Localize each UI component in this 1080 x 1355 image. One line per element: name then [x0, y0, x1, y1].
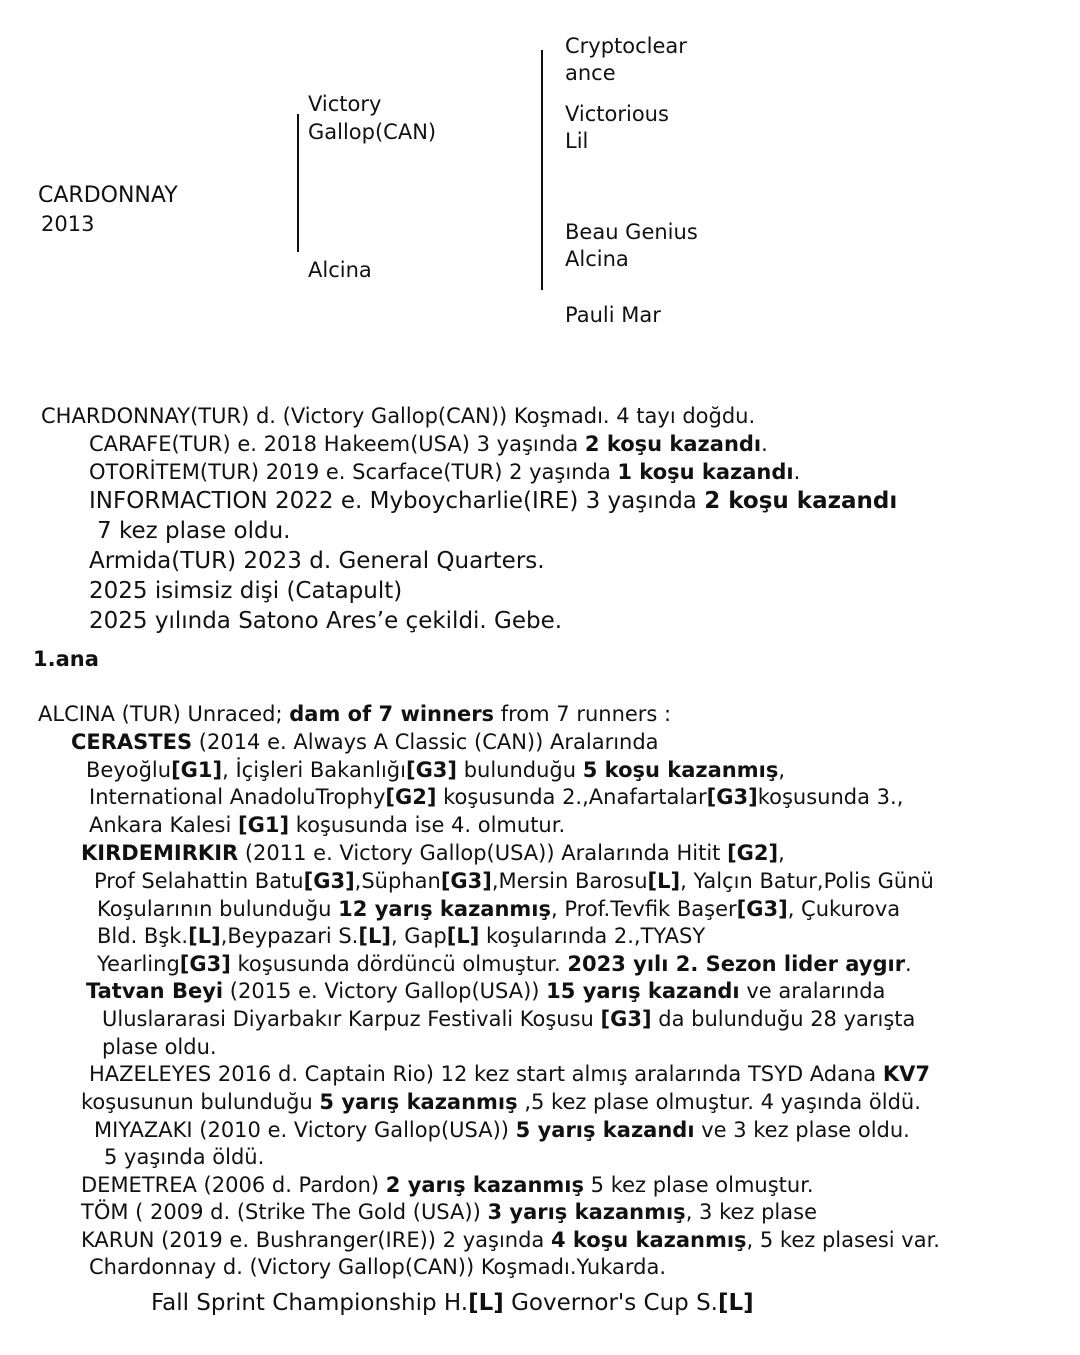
progeny-line-armida: Armida(TUR) 2023 d. General Quarters.	[89, 548, 545, 574]
horse-name: CARDONNAY	[38, 183, 178, 208]
sire-name-line1: Victory	[308, 92, 382, 116]
hazeleyes-line2: koşusunun bulunduğu 5 yarış kazanmış ,5 kez plase olmuştur. 4 yaşında öldü.	[81, 1090, 921, 1114]
tatvan-beyi-line1: Tatvan Beyi (2015 e. Victory Gallop(USA)) 15 yarış kazandı ve aralarında	[86, 979, 886, 1003]
progeny-line-2025-cover: 2025 yılında Satono Ares’e çekildi. Gebe.	[89, 608, 563, 634]
chardonnay-ref-line: Chardonnay d. (Victory Gallop(CAN)) Koşmadı.Yukarda.	[89, 1255, 667, 1279]
sire-dam-line1: Victorious	[565, 102, 669, 126]
sire-sire-line2: ance	[565, 61, 616, 85]
horse-year: 2013	[41, 212, 95, 236]
sire-dam-line2: Lil	[565, 129, 589, 153]
miyazaki-line2: 5 yaşında öldü.	[104, 1145, 265, 1169]
demetrea-line: DEMETREA (2006 d. Pardon) 2 yarış kazanmış 5 kez plase olmuştur.	[81, 1173, 814, 1197]
dam-name: Alcina	[308, 258, 372, 282]
hazeleyes-line1: HAZELEYES 2016 d. Captain Rio) 12 kez start almış aralarında TSYD Adana KV7	[89, 1062, 930, 1086]
progeny-line-2025-filly: 2025 isimsiz dişi (Catapult)	[89, 578, 403, 604]
grandparents-bracket-line	[541, 50, 543, 290]
alcina-summary: ALCINA (TUR) Unraced; dam of 7 winners from 7 runners :	[38, 702, 672, 726]
kirdemirkir-line1: KIRDEMIRKIR (2011 e. Victory Gallop(USA)) Aralarında Hitit [G2],	[81, 841, 785, 865]
progeny-line-carafe: CARAFE(TUR) e. 2018 Hakeem(USA) 3 yaşında 2 koşu kazandı.	[89, 432, 768, 456]
karun-line: KARUN (2019 e. Bushranger(IRE)) 2 yaşında 4 koşu kazanmış, 5 kez plasesi var.	[81, 1228, 940, 1252]
cerastes-line1: CERASTES (2014 e. Always A Classic (CAN)) Aralarında	[71, 730, 659, 754]
cerastes-line2: Beyoğlu[G1], İçişleri Bakanlığı[G3] bulunduğu 5 koşu kazanmış,	[86, 758, 786, 782]
kirdemirkir-line3: Koşularının bulunduğu 12 yarış kazanmış, Prof.Tevfik Başer[G3], Çukurova	[97, 897, 901, 921]
progeny-line-otoritem: OTORİTEM(TUR) 2019 e. Scarface(TUR) 2 yaşında 1 koşu kazandı.	[89, 460, 801, 484]
sire-bracket-line	[297, 114, 299, 252]
sire-sire-line1: Cryptoclear	[565, 34, 687, 58]
dam-dam: Alcina	[565, 247, 629, 271]
sire-name-line2: Gallop(CAN)	[308, 120, 437, 144]
progeny-line-informaction: INFORMACTION 2022 e. Myboycharlie(IRE) 3 yaşında 2 koşu kazandı	[89, 488, 898, 514]
progeny-line-informaction-cont: 7 kez plase oldu.	[97, 518, 291, 544]
kirdemirkir-line4: Bld. Bşk.[L],Beypazari S.[L], Gap[L] koşularında 2.,TYASY	[97, 924, 706, 948]
cerastes-line3: International AnadoluTrophy[G2] koşusunda 2.,Anafartalar[G3]koşusunda 3.,	[89, 785, 904, 809]
kirdemirkir-line5: Yearling[G3] koşusunda dördüncü olmuştur. 2023 yılı 2. Sezon lider aygır.	[97, 952, 912, 976]
tatvan-beyi-line2: Uluslararasi Diyarbakır Karpuz Festivali Koşusu [G3] da bulunduğu 28 yarışta	[102, 1007, 916, 1031]
cerastes-line4: Ankara Kalesi [G1] koşusunda ise 4. olmutur.	[89, 813, 566, 837]
kirdemirkir-line2: Prof Selahattin Batu[G3],Süphan[G3],Mersin Barosu[L], Yalçın Batur,Polis Günü	[94, 869, 934, 893]
section-label: 1.ana	[33, 647, 99, 671]
tatvan-beyi-line3: plase oldu.	[102, 1035, 217, 1059]
dam-sire: Beau Genius	[565, 220, 698, 244]
races-footer-line: Fall Sprint Championship H.[L] Governor's Cup S.[L]	[151, 1290, 754, 1316]
tom-line: TÖM ( 2009 d. (Strike The Gold (USA)) 3 yarış kazanmış, 3 kez plase	[81, 1200, 817, 1224]
miyazaki-line1: MIYAZAKI (2010 e. Victory Gallop(USA)) 5 yarış kazandı ve 3 kez plase oldu.	[94, 1118, 910, 1142]
chardonnay-summary: CHARDONNAY(TUR) d. (Victory Gallop(CAN)) Koşmadı. 4 tayı doğdu.	[41, 404, 756, 428]
dam-dam-extra: Pauli Mar	[565, 303, 661, 327]
